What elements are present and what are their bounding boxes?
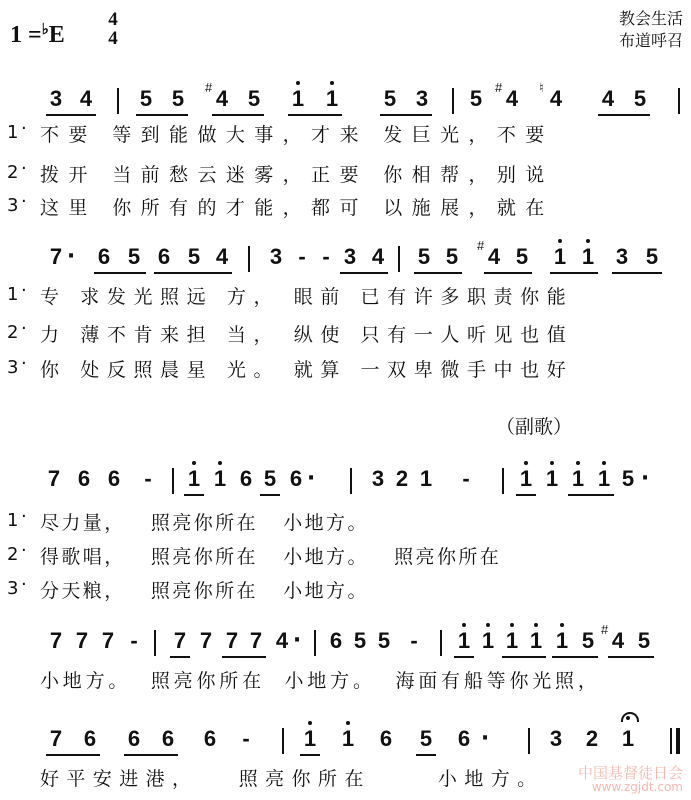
lyric-text: 这里 你所有的才能，都可 以施展，就在 — [40, 197, 554, 219]
note: 5 — [353, 628, 367, 653]
lyric-line: 2 · 力 薄不肯来担 当， 纵使 只有一人听见也值 — [7, 318, 574, 346]
note-sharp: # 4 — [495, 80, 519, 111]
underline-beam — [380, 114, 432, 116]
note: - — [144, 466, 152, 491]
underline-beam — [608, 656, 654, 658]
note-natural: ♮ 4 — [539, 80, 563, 111]
note: 5 — [419, 726, 433, 751]
category-label: 教会生活 — [618, 9, 683, 28]
underline-beam — [184, 494, 204, 496]
note: 7 — [47, 466, 61, 491]
underline-beam — [260, 494, 280, 496]
note: 7 — [199, 628, 213, 653]
barline — [398, 246, 400, 272]
note: 5 — [139, 86, 153, 111]
note: 5 — [515, 244, 529, 269]
note-high: 1 — [184, 466, 204, 492]
note: 7 — [249, 628, 263, 653]
underline-beam — [94, 272, 146, 274]
octave-dot — [486, 623, 490, 627]
lyric-line: 3 · 分天粮， 照亮你所在 小地方。 — [7, 574, 369, 602]
note: 7 — [49, 244, 63, 269]
octave-dot — [330, 81, 334, 85]
underline-beam — [136, 114, 188, 116]
sharp-icon: # — [205, 80, 213, 95]
octave-dot — [308, 721, 312, 725]
barline — [117, 88, 119, 114]
barline — [452, 88, 454, 114]
underline-beam — [552, 656, 598, 658]
barline — [678, 88, 680, 114]
chorus-label: （副歌） — [496, 416, 573, 438]
key-signature: 1 =♭E — [10, 22, 65, 48]
note-sharp: # 4 — [477, 238, 501, 269]
note: 7 — [225, 628, 239, 653]
barline — [154, 630, 156, 656]
natural-icon: ♮ — [539, 80, 544, 95]
barline — [172, 468, 174, 494]
note-sharp: # 4 — [601, 622, 625, 653]
barline — [502, 468, 504, 494]
notation-row-1 — [0, 82, 691, 122]
underline-beam — [414, 272, 462, 274]
barline — [350, 468, 352, 494]
note: 4 — [275, 628, 289, 653]
note: 3 — [343, 244, 357, 269]
barline — [440, 630, 442, 656]
note: 7 — [49, 628, 63, 653]
note-high: 1 — [454, 628, 474, 654]
note: 4 — [79, 86, 93, 111]
underline-beam — [288, 114, 342, 116]
note: 7 — [49, 726, 63, 751]
final-barline-thin — [670, 728, 672, 754]
dot: · — [306, 466, 316, 491]
note: 5 — [417, 244, 431, 269]
note-sharp: # 4 — [205, 80, 229, 111]
final-barline-thick — [676, 728, 680, 754]
note: 6 — [77, 466, 91, 491]
flat-icon: ♭ — [41, 22, 49, 38]
octave-dot — [602, 461, 606, 465]
underline-beam — [612, 272, 662, 274]
note: 7 — [101, 628, 115, 653]
underline-beam — [212, 114, 264, 116]
octave-dot — [296, 81, 300, 85]
note: 6 — [83, 726, 97, 751]
lyric-text: 拨开 当前愁云迷雾，正要 你相帮，别说 — [40, 164, 554, 186]
note: 6 — [157, 244, 171, 269]
lyric-text: 不要 等到能做大事，才来 发巨光，不要 — [40, 124, 554, 146]
underline-beam — [502, 656, 546, 658]
note: 6 — [203, 726, 217, 751]
note-high: 1 — [552, 628, 572, 654]
fermata-icon — [621, 712, 639, 722]
note: 4 — [215, 244, 229, 269]
note-high: 1 — [478, 628, 498, 654]
lyric-text: 尽力量， 照亮你所在 小地方。 — [40, 512, 369, 534]
lyric-line: 1 · 不要 等到能做大事，才来 发巨光，不要 — [7, 118, 554, 146]
note: 4 — [371, 244, 385, 269]
note: 6 — [107, 466, 121, 491]
note: 4 — [601, 86, 615, 111]
lyric-line: 1 · 专 求发光照远 方， 眼前 已有许多职责你能 — [7, 280, 574, 308]
note: 5 — [637, 628, 651, 653]
note: 6 — [457, 726, 471, 751]
note: 2 — [585, 726, 599, 751]
note: 6 — [289, 466, 303, 491]
note: 5 — [621, 466, 635, 491]
lyric-line: 3 · 你 处反照晨星 光。 就算 一双卑微手中也好 — [7, 353, 574, 381]
notation-row-2 — [0, 240, 691, 280]
notation-row-4 — [0, 624, 691, 664]
barline — [314, 630, 316, 656]
note: 5 — [263, 466, 277, 491]
note: 6 — [161, 726, 175, 751]
note-high: 1 — [516, 466, 536, 492]
note: 5 — [645, 244, 659, 269]
watermark-url: www.zgjdt.com — [591, 780, 683, 794]
note: 5 — [377, 628, 391, 653]
note: - — [130, 628, 138, 653]
note: 6 — [329, 628, 343, 653]
octave-dot — [218, 461, 222, 465]
octave-dot — [510, 623, 514, 627]
underline-beam — [516, 494, 536, 496]
note: 5 — [581, 628, 595, 653]
underline-beam — [170, 656, 190, 658]
octave-dot — [576, 461, 580, 465]
underline-beam — [568, 494, 614, 496]
note: 3 — [49, 86, 63, 111]
note: - — [410, 628, 418, 653]
note: 6 — [239, 466, 253, 491]
note: 3 — [269, 244, 283, 269]
lyric-text: 好平安进港， 照亮你所在 小地方。 — [40, 768, 544, 790]
note-high: 1 — [526, 628, 546, 654]
note: 5 — [633, 86, 647, 111]
note: 6 — [127, 726, 141, 751]
note: 5 — [171, 86, 185, 111]
note: 2 — [395, 466, 409, 491]
note: 7 — [75, 628, 89, 653]
note: 5 — [247, 86, 261, 111]
octave-dot — [534, 623, 538, 627]
note: 3 — [415, 86, 429, 111]
note: 3 — [615, 244, 629, 269]
note: - — [462, 466, 470, 491]
note: 5 — [127, 244, 141, 269]
note-high: 1 — [594, 466, 614, 492]
octave-dot — [550, 461, 554, 465]
lyric-line: 3 · 这里 你所有的才能，都可 以施展，就在 — [7, 191, 554, 219]
octave-dot — [346, 721, 350, 725]
note: 3 — [549, 726, 563, 751]
notation-row-3 — [0, 462, 691, 502]
note-high: 1 — [578, 244, 598, 270]
octave-dot — [462, 623, 466, 627]
lyric-line: 2 · 得歌唱， 照亮你所在 小地方。 照亮你所在 — [7, 540, 502, 568]
lyric-text: 力 薄不肯来担 当， 纵使 只有一人听见也值 — [40, 324, 574, 346]
lyric-text: 小地方。 照亮你所在 小地方。 海面有船等你光照， — [40, 670, 601, 692]
barline — [282, 728, 284, 754]
lyric-line — [0, 666, 691, 696]
sharp-icon: # — [495, 80, 503, 95]
note: 6 — [97, 244, 111, 269]
dot: · — [292, 628, 302, 653]
underline-beam — [598, 114, 650, 116]
lyric-text: 得歌唱， 照亮你所在 小地方。 照亮你所在 — [40, 546, 502, 568]
note: 5 — [187, 244, 201, 269]
note: 5 — [383, 86, 397, 111]
dot: · — [640, 466, 650, 491]
underline-beam — [46, 114, 96, 116]
underline-beam — [454, 656, 474, 658]
note: - — [322, 244, 330, 269]
lyric-text: 你 处反照晨星 光。 就算 一双卑微手中也好 — [40, 359, 574, 381]
underline-beam — [550, 272, 598, 274]
lyric-line: 2 · 拨开 当前愁云迷雾，正要 你相帮，别说 — [7, 158, 554, 186]
underline-beam — [300, 754, 320, 756]
sharp-icon: # — [601, 622, 609, 637]
underline-beam — [222, 656, 266, 658]
sharp-icon: # — [477, 238, 485, 253]
watermark-title: 中国基督徒日会 — [577, 764, 683, 782]
octave-dot — [524, 461, 528, 465]
underline-beam — [184, 272, 232, 274]
note: 5 — [469, 86, 483, 111]
lyric-line: 1 · 尽力量， 照亮你所在 小地方。 — [7, 506, 369, 534]
note-high: 1 — [550, 244, 570, 270]
lyric-text: 专 求发光照远 方， 眼前 已有许多职责你能 — [40, 286, 574, 308]
octave-dot — [586, 239, 590, 243]
underline-beam — [340, 272, 388, 274]
note: 6 — [379, 726, 393, 751]
underline-beam — [416, 754, 436, 756]
octave-dot — [192, 461, 196, 465]
note: 7 — [173, 628, 187, 653]
dot: · — [480, 726, 490, 751]
notation-row-5 — [0, 722, 691, 762]
note-high: 1 — [288, 86, 308, 112]
note: 3 — [371, 466, 385, 491]
note: - — [242, 726, 250, 751]
subcategory-label: 布道呼召 — [618, 31, 683, 50]
underline-beam — [46, 754, 100, 756]
note-high: 1 — [542, 466, 562, 492]
underline-beam — [484, 272, 532, 274]
octave-dot — [558, 239, 562, 243]
fermata-dot — [626, 716, 630, 720]
note-high: 1 — [322, 86, 342, 112]
note: 5 — [445, 244, 459, 269]
barline — [528, 728, 530, 754]
octave-dot — [560, 623, 564, 627]
note-high: 1 — [338, 726, 358, 752]
note: 1 — [419, 466, 433, 491]
note: - — [298, 244, 306, 269]
note-high: 1 — [210, 466, 230, 492]
note-high-fermata: 1 — [618, 726, 638, 752]
note-high: 1 — [568, 466, 588, 492]
barline — [248, 246, 250, 272]
dot: · — [66, 244, 76, 269]
note-high: 1 — [502, 628, 522, 654]
note-high: 1 — [300, 726, 320, 752]
time-signature: 4 4 — [108, 9, 118, 49]
underline-beam — [124, 754, 178, 756]
lyric-text: 分天粮， 照亮你所在 小地方。 — [40, 580, 369, 602]
